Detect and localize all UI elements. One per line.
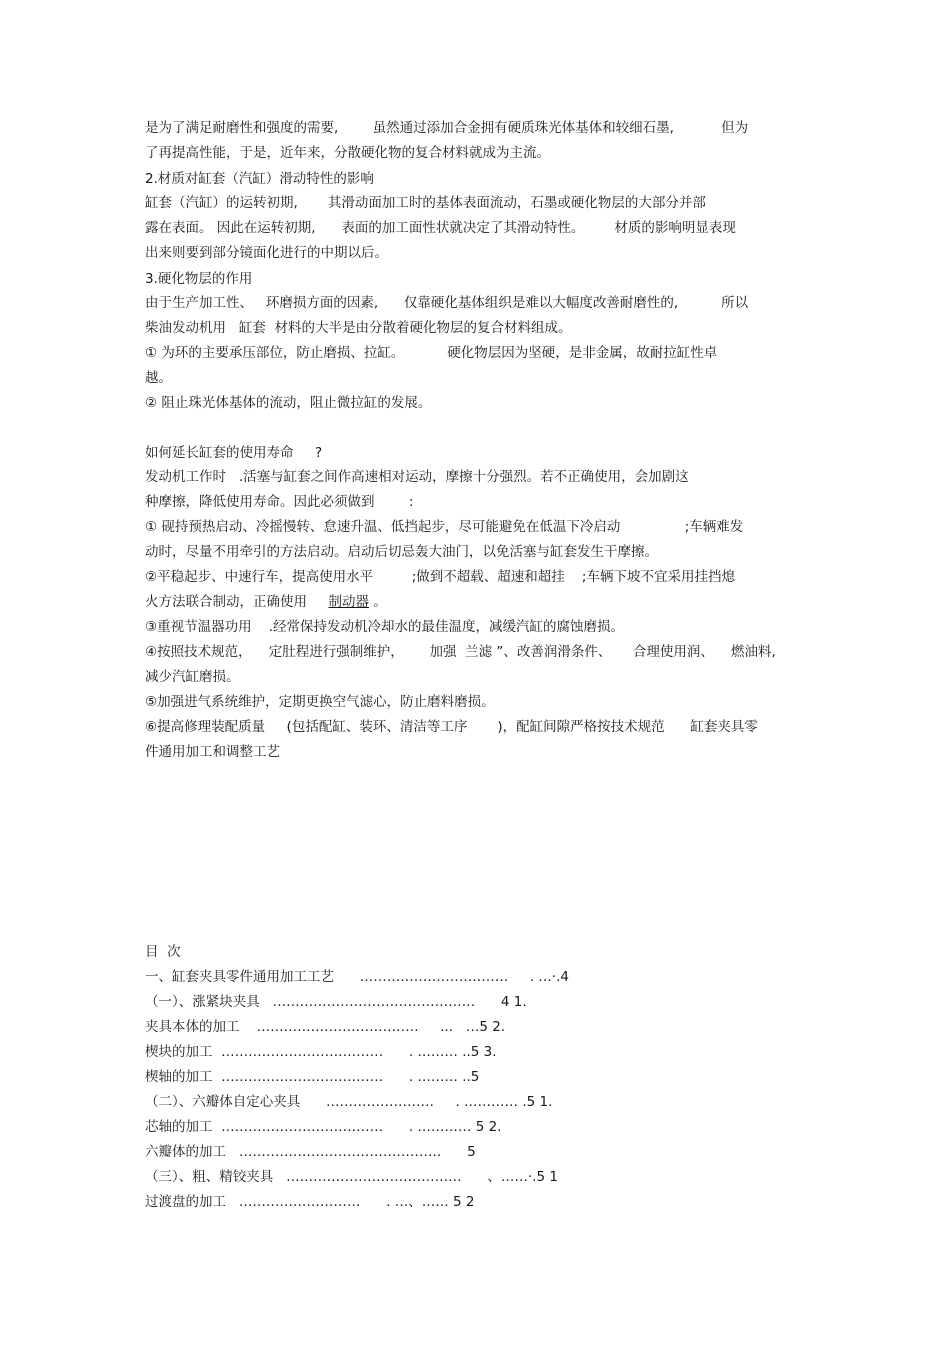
toc-entry[interactable]: （二）、六瓣体自定心夹具 …………………… . ………… .5 1. — [145, 1094, 553, 1110]
toc-entry[interactable]: 过渡盘的加工 ……………………… . …、…… 5 2 — [145, 1194, 475, 1210]
toc-entry[interactable]: （一）、涨紧块夹具 ……………………………………… 4 1. — [145, 994, 527, 1010]
body-line — [145, 593, 387, 611]
toc-entry[interactable]: 楔轴的加工 ……………………………… . ……… ..5 — [145, 1069, 480, 1085]
body-text: 。 — [368, 594, 387, 610]
list-item: ④按照技术规范， 定肚程进行强制维护， 加强 兰滤 ”、改善润滑条件、 合理使用润、 燃油料, — [145, 644, 776, 660]
toc-title: 目 次 — [145, 944, 181, 960]
body-line: ① 为环的主要承压部位，防止磨损、拉缸。 硬化物层因为坚硬，是非金属，故耐拉缸性卓 — [145, 345, 718, 361]
toc-entry[interactable]: 六瓣体的加工 ……………………………………… 5 — [145, 1144, 476, 1160]
body-line: 发动机工作时 .活塞与缸套之间作高速相对运动，摩擦十分强烈。若不正确使用，会加剧这 — [145, 469, 689, 485]
toc-entry[interactable]: 夹具本体的加工 ……………………………… ... …5 2. — [145, 1019, 506, 1035]
brake-link[interactable]: 制动器 — [328, 594, 369, 610]
body-line: 了再提高性能，于是，近年来，分散硬化物的复合材料就成为主流。 — [145, 145, 550, 161]
body-line: 减少汽缸磨损。 — [145, 669, 240, 685]
body-line: 动时，尽量不用牵引的方法启动。启动后切忌轰大油门，以免活塞与缸套发生干摩擦。 — [145, 544, 658, 560]
toc-entry[interactable]: （三）、粗、精铰夹具 ………………………………… 、……·.5 1 — [145, 1169, 558, 1185]
body-line: 出来则要到部分镜面化进行的中期以后。 — [145, 245, 388, 261]
body-text: 火方法联合制动，正确使用 — [145, 594, 329, 610]
body-line: 由于生产加工性、 环磨损方面的因素, 仅靠硬化基体组织是难以大幅度改善耐磨性的, 所以 — [145, 295, 749, 311]
list-item: ⑤加强进气系统维护，定期更换空气滤心，防止磨料磨损。 — [145, 694, 495, 710]
section-heading: 3.硬化物层的作用 — [145, 271, 253, 287]
body-line: 越。 — [145, 370, 172, 386]
section-heading: 2.材质对缸套（汽缸）滑动特性的影响 — [145, 171, 374, 187]
toc-entry[interactable]: 一、缸套夹具零件通用加工工艺 …………………………… . …·.4 — [145, 969, 569, 985]
question-heading: 如何延长缸套的使用寿命 ? — [145, 445, 323, 461]
body-line: 露在表面。 因此在运转初期, 表面的加工面性状就决定了其滑动特性。 材质的影响明显表现 — [145, 220, 736, 236]
body-line: ② 阻止珠光体基体的流动，阻止微拉缸的发展。 — [145, 395, 432, 411]
list-item: ① 砚持预热启动、冷摇慢转、怠速升温、低挡起步，尽可能避免在低温下冷启动 ;车辆难发 — [145, 519, 744, 535]
list-item: ⑥提高修理装配质量 (包括配缸、装环、清洁等工序 )，配缸间隙严格按技术规范 缸套夹具零 — [145, 719, 758, 735]
list-item: ③重视节温器功用 .经常保持发动机冷却水的最佳温度，减缓汽缸的腐蚀磨损。 — [145, 619, 625, 635]
body-line: 缸套（汽缸）的运转初期, 其滑动面加工时的基体表面流动，石墨或硬化物层的大部分并部 — [145, 195, 706, 211]
toc-entry[interactable]: 楔块的加工 ……………………………… . ……… ..5 3. — [145, 1044, 497, 1060]
body-line: 种摩擦，降低使用寿命。因此必须做到 : — [145, 494, 414, 510]
body-line: 件通用加工和调整工艺 — [145, 744, 280, 760]
toc-entry[interactable]: 芯轴的加工 ……………………………… . ………… 5 2. — [145, 1119, 502, 1135]
list-item: ②平稳起步、中速行车，提高使用水平 ;做到不超载、超速和超挂 ;车辆下坡不宜采用挂挡熄 — [145, 569, 735, 585]
body-line: 是为了满足耐磨性和强度的需要, 虽然通过添加合金拥有硬质珠光体基体和较细石墨, 但为 — [145, 120, 749, 136]
body-line: 柴油发动机用 缸套 材料的大半是由分散着硬化物层的复合材料组成。 — [145, 320, 572, 336]
